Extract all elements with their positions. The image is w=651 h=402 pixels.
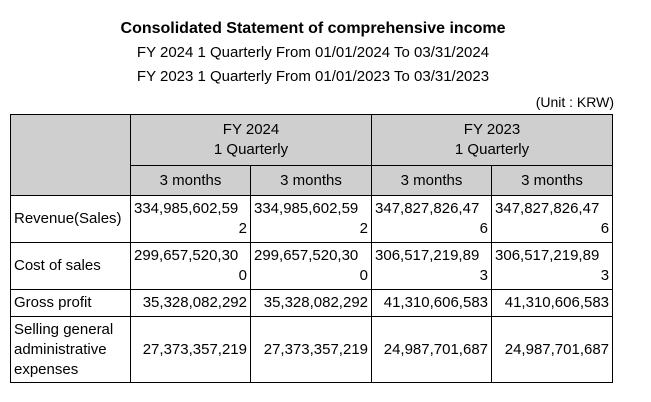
value-cell [492,243,613,290]
header-group-fy2024 [131,115,372,166]
value-cell: 27,373,357,219 [131,317,251,383]
subheader-cell: 3 months [372,166,492,196]
subheader-cell: 3 months [251,166,372,196]
value-line-1: 299,657,520,30 [254,247,359,264]
table-row-revenue [11,196,613,243]
statement-title: Consolidated Statement of comprehensive income [120,20,506,37]
value-cell [492,196,613,243]
subheader-cell: 3 months [492,166,613,196]
value-line-1: 347,827,826,47 [375,200,480,217]
value-cell: 35,328,082,292 [251,290,372,317]
header-group-fy2023-quarter: 1 Quarterly [454,141,530,158]
unit-label: (Unit : KRW) [535,94,614,110]
value-line-2: 2 [238,220,247,237]
value-line-1: 334,985,602,59 [254,200,359,217]
value-line-2: 0 [238,267,247,284]
value-cell [131,243,251,290]
value-cell: 24,987,701,687 [372,317,492,383]
table-row-gross-profit [11,290,613,317]
value-line-2: 6 [600,220,610,237]
value-line-2: 3 [600,267,610,284]
value-cell: 24,987,701,687 [492,317,613,383]
value-cell [372,196,492,243]
value-cell [372,243,492,290]
header-group-fy2024-year: FY 2024 [222,121,280,138]
value-cell: 41,310,606,583 [372,290,492,317]
row-label-line: administrative [14,340,107,358]
row-label: Gross profit [11,290,131,317]
period-prior: FY 2023 1 Quarterly From 01/01/2023 To 03/31/2023 [136,68,490,85]
subheader-cell: 3 months [131,166,251,196]
value-cell: 27,373,357,219 [251,317,372,383]
table-row-cost-of-sales [11,243,613,290]
header-corner [11,115,131,196]
header-group-fy2023 [372,115,613,166]
table-row-sga-expenses [11,317,613,383]
value-cell: 35,328,082,292 [131,290,251,317]
income-statement-table [10,114,613,383]
value-cell [251,196,372,243]
value-line-1: 306,517,219,89 [375,247,480,264]
header-group-fy2024-quarter: 1 Quarterly [213,141,289,158]
row-label [11,317,131,383]
row-label: Revenue(Sales) [11,196,131,243]
value-line-1: 299,657,520,30 [134,247,239,264]
value-line-1: 306,517,219,89 [495,247,600,264]
value-line-2: 0 [359,267,369,284]
period-current: FY 2024 1 Quarterly From 01/01/2024 To 03/31/2024 [136,44,490,61]
header-group-fy2023-year: FY 2023 [463,121,521,138]
header-row-period [11,115,613,166]
row-label: Cost of sales [11,243,131,290]
value-cell [251,243,372,290]
value-line-2: 6 [479,220,489,237]
row-label-line: expenses [14,360,79,378]
value-line-1: 334,985,602,59 [134,200,239,217]
value-cell [131,196,251,243]
value-line-1: 347,827,826,47 [495,200,600,217]
value-line-2: 2 [359,220,369,237]
row-label-line: Selling general [14,320,114,338]
value-line-2: 3 [479,267,489,284]
value-cell: 41,310,606,583 [492,290,613,317]
